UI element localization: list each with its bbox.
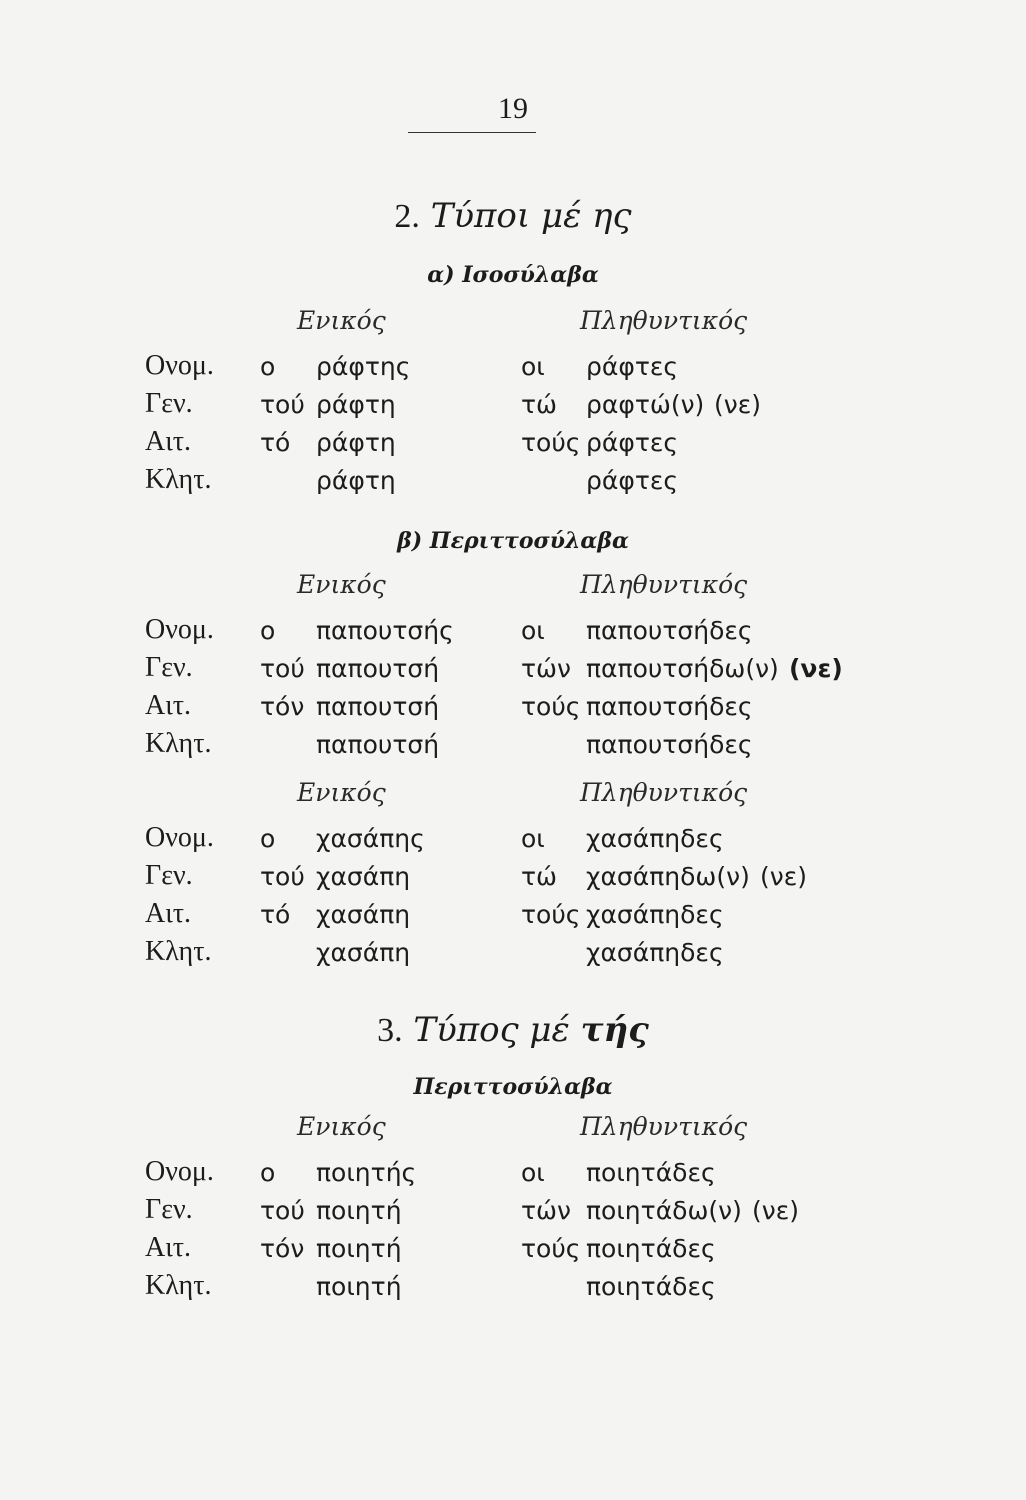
plural-form: ποιητάδω(ν): [586, 1196, 742, 1225]
plural-form: ποιητάδες: [586, 1158, 716, 1187]
subheading-isosyllabic: α) Ισοσύλαβα: [427, 262, 599, 288]
plural-article: τούς: [521, 428, 581, 457]
case-label: Γεν.: [145, 652, 193, 683]
case-label: Αιτ.: [145, 690, 192, 721]
plural-article: τώ: [521, 390, 557, 419]
singular-header: Ενικός: [297, 570, 386, 599]
singular-article: ο: [260, 352, 276, 381]
plural-article: τώ: [521, 862, 557, 891]
plural-form: ράφτες: [586, 466, 679, 495]
singular-form: ράφτη: [316, 466, 396, 495]
case-label: Ονομ.: [145, 614, 214, 645]
plural-form: παπουτσήδες: [586, 692, 753, 721]
singular-article: τόν: [260, 1234, 305, 1263]
case-label: Κλητ.: [145, 936, 212, 967]
case-label: Γεν.: [145, 860, 193, 891]
plural-article: οι: [521, 1158, 545, 1187]
plural-form: χασάπηδες: [586, 938, 724, 967]
singular-article: ο: [260, 616, 276, 645]
singular-form: ποιητής: [316, 1158, 417, 1187]
plural-header: Πληθυντικός: [580, 306, 748, 335]
singular-form: χασάπη: [316, 900, 411, 929]
singular-form: ποιητή: [316, 1272, 402, 1301]
plural-article: τούς: [521, 900, 581, 929]
singular-article: τού: [260, 1196, 305, 1225]
case-label: Αιτ.: [145, 1232, 192, 1263]
colloquial-ending-note: (νε): [714, 390, 761, 419]
singular-header: Ενικός: [297, 1112, 386, 1141]
colloquial-ending-note: (νε): [752, 1196, 799, 1225]
plural-header: Πληθυντικός: [580, 570, 748, 599]
plural-form: χασάπηδες: [586, 824, 724, 853]
section-3-suffix: τής: [580, 1010, 649, 1050]
plural-form: παπουτσήδες: [586, 616, 753, 645]
singular-form: χασάπη: [316, 862, 411, 891]
singular-form: ράφτη: [316, 390, 396, 419]
plural-article: οι: [521, 352, 545, 381]
plural-form: χασάπηδες: [586, 900, 724, 929]
singular-article: τό: [260, 900, 291, 929]
plural-form: χασάπηδω(ν): [586, 862, 750, 891]
singular-form: χασάπη: [316, 938, 411, 967]
section-2-heading: [0, 196, 1026, 236]
plural-form: παπουτσήδω(ν): [586, 654, 779, 683]
singular-article: τού: [260, 390, 305, 419]
plural-form: ράφτες: [586, 352, 679, 381]
case-label: Ονομ.: [145, 350, 214, 381]
plural-article: τούς: [521, 692, 581, 721]
case-label: Αιτ.: [145, 898, 192, 929]
singular-form: παπουτσής: [316, 616, 454, 645]
case-label: Γεν.: [145, 1194, 193, 1225]
singular-header: Ενικός: [297, 306, 386, 335]
singular-form: χασάπης: [316, 824, 425, 853]
plural-form: ποιητάδες: [586, 1272, 716, 1301]
plural-form: ποιητάδες: [586, 1234, 716, 1263]
section-2-suffix: ης: [592, 196, 632, 236]
singular-form: ποιητή: [316, 1196, 402, 1225]
section-3-heading: [0, 1010, 1026, 1050]
singular-header: Ενικός: [297, 778, 386, 807]
plural-form: ράφτες: [586, 428, 679, 457]
singular-form: ποιητή: [316, 1234, 402, 1263]
page-number: 19: [498, 92, 528, 125]
colloquial-ending-note: (νε): [789, 654, 843, 683]
singular-article: ο: [260, 1158, 276, 1187]
plural-article: τούς: [521, 1234, 581, 1263]
section-3-number: 3.: [377, 1012, 403, 1049]
case-label: Κλητ.: [145, 1270, 212, 1301]
section-2-number: 2.: [394, 198, 420, 235]
plural-header: Πληθυντικός: [580, 1112, 748, 1141]
singular-form: παπουτσή: [316, 654, 440, 683]
singular-form: ράφτη: [316, 428, 396, 457]
singular-article: τού: [260, 862, 305, 891]
plural-header: Πληθυντικός: [580, 778, 748, 807]
singular-article: ο: [260, 824, 276, 853]
case-label: Κλητ.: [145, 728, 212, 759]
section-3-title: Τύπος μέ: [413, 1010, 570, 1050]
plural-article: οι: [521, 824, 545, 853]
subheading-section-3: Περιττοσύλαβα: [413, 1074, 613, 1100]
plural-article: τών: [521, 1196, 571, 1225]
case-label: Γεν.: [145, 388, 193, 419]
page-number-rule: [408, 132, 536, 133]
case-label: Κλητ.: [145, 464, 212, 495]
subheading-imparisyllabic: β) Περιττοσύλαβα: [397, 528, 629, 554]
case-label: Ονομ.: [145, 1156, 214, 1187]
plural-article: τών: [521, 654, 571, 683]
singular-form: παπουτσή: [316, 730, 440, 759]
singular-form: παπουτσή: [316, 692, 440, 721]
case-label: Αιτ.: [145, 426, 192, 457]
singular-form: ράφτης: [316, 352, 411, 381]
case-label: Ονομ.: [145, 822, 214, 853]
plural-form: παπουτσήδες: [586, 730, 753, 759]
singular-article: τό: [260, 428, 291, 457]
singular-article: τόν: [260, 692, 305, 721]
plural-article: οι: [521, 616, 545, 645]
colloquial-ending-note: (νε): [760, 862, 807, 891]
singular-article: τού: [260, 654, 305, 683]
plural-form: ραφτώ(ν): [586, 390, 705, 419]
section-2-title: Τύποι μέ: [430, 196, 582, 236]
